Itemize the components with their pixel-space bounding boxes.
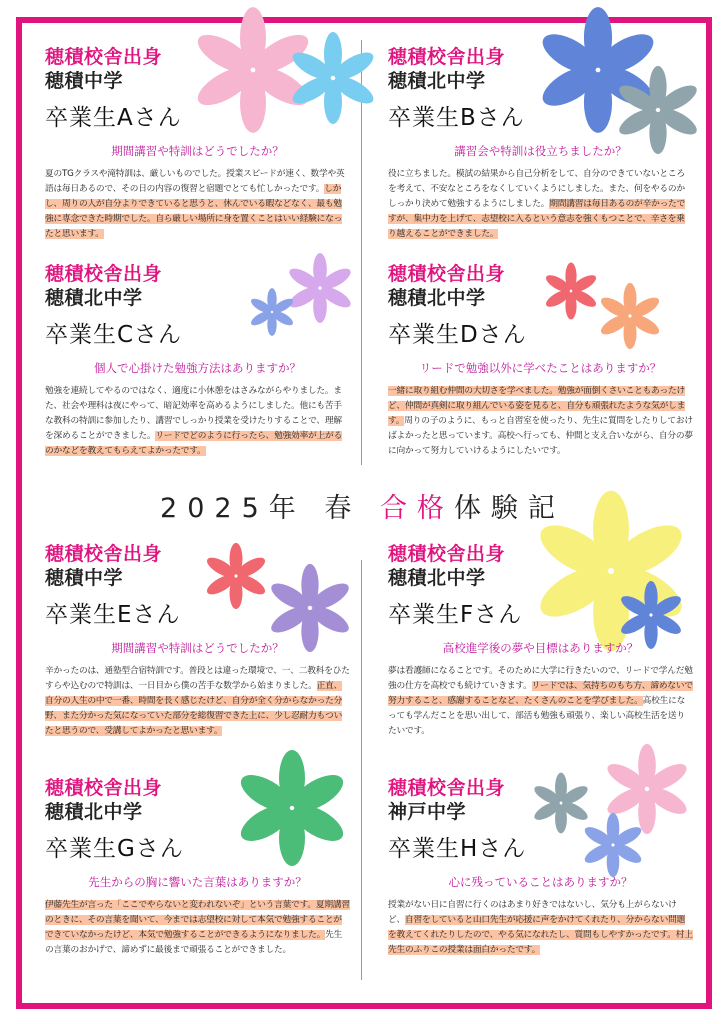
card-question: 個人で心掛けた勉強方法はありますか？ xyxy=(94,361,301,375)
answer-highlight: リードでどのように行ったら、勉強効率が上がるのかなどを教えてもらえてよかったです。 xyxy=(45,431,343,456)
answer-text-tail: 周りの子のように、もっと自習室を使ったり、先生に質問をしたりしておけばよかったと思っています。高校へ行っても、仲間と支え合いながら、自分の夢に向かって努力していけるようにしたいです。 xyxy=(388,416,693,456)
card-origin: 穂積校舎出身 xyxy=(45,46,163,68)
card-answer xyxy=(388,384,693,459)
testimonial-card-e xyxy=(45,542,350,739)
answer-highlight: 一緒に取り組む仲間の大切さを学べました。勉強が面倒くさいこともあったけど、仲間が真剣に取り組んでいる姿を見ると、自分も頑張れたような気がします。 xyxy=(388,386,686,426)
card-origin: 穂積校舎出身 xyxy=(388,543,506,565)
card-question: 心に残っていることはありますか？ xyxy=(448,875,633,889)
card-answer xyxy=(45,898,350,958)
testimonial-card-a xyxy=(45,45,350,242)
card-origin: 穂積校舎出身 xyxy=(388,263,506,285)
card-origin: 穂積校舎出身 xyxy=(388,46,506,68)
card-school: 穂積北中学 xyxy=(388,287,486,309)
card-answer xyxy=(388,167,693,242)
card-answer xyxy=(45,167,350,242)
card-question: 講習会や特訓は役立ちましたか？ xyxy=(454,144,627,158)
card-question: 高校進学後の夢や目標はありますか？ xyxy=(442,641,639,655)
card-school: 神戸中学 xyxy=(388,801,467,823)
card-graduate-name: 卒業生Eさん xyxy=(45,602,181,628)
card-graduate-name: 卒業生Fさん xyxy=(388,602,523,628)
card-school: 穂積北中学 xyxy=(45,287,143,309)
card-origin: 穂積校舎出身 xyxy=(45,543,163,565)
card-question: リードで勉強以外に学べたことはありますか？ xyxy=(419,361,662,375)
card-school: 穂積中学 xyxy=(45,567,124,589)
answer-highlight: しかし、周りの人が自分よりできていると思うと、休んでいる暇などなく、最も勉強に専念できた時期でした。自ら厳しい場所に身を置くことはいい経験になったと思います。 xyxy=(45,184,343,239)
answer-text: 役に立ちました。模試の結果から自己分析をして、自分のできていないところを考えて、不安なところをなくしていくようにしました。また、何をやるのかしっかり決めて勉強するようにしました。 xyxy=(388,169,685,209)
answer-text-tail: 先生の言葉のおかげで、諦めずに最後まで頑張ることができました。 xyxy=(45,930,343,955)
card-graduate-name: 卒業生Gさん xyxy=(45,836,184,862)
answer-highlight: リードでは、気持ちのもち方、諦めないで努力すること、感謝することなど、たくさんのことを学びました。 xyxy=(388,681,693,706)
testimonial-card-d xyxy=(388,262,693,459)
card-origin: 穂積校舎出身 xyxy=(388,777,506,799)
answer-text-tail: 高校生になっても学んだことを思い出して、部活も勉強も頑張り、楽しい高校生活を送りたいです。 xyxy=(388,696,686,736)
testimonial-card-b xyxy=(388,45,693,242)
card-answer xyxy=(45,664,350,739)
card-school: 穂積中学 xyxy=(45,70,124,92)
card-graduate-name: 卒業生Bさん xyxy=(388,105,525,131)
testimonial-card-f xyxy=(388,542,693,739)
card-school: 穂積北中学 xyxy=(45,801,143,823)
answer-text: 辛かったのは、通塾型合宿特訓です。普段とは違った環境で、一、二教科をひたすらや込むので特訓は、一日目から僕の苦手な数学から始まりました。 xyxy=(45,666,350,691)
column-divider-bottom xyxy=(361,560,362,980)
card-origin: 穂積校舎出身 xyxy=(45,777,163,799)
card-question: 先生からの胸に響いた言葉はありますか？ xyxy=(88,875,307,889)
title-pre: 2025年 春 xyxy=(160,493,380,524)
card-answer xyxy=(388,664,693,739)
answer-text: 夏のTGクラスや滝特訓は、厳しいものでした。授業スピードが速く、数学や英語は毎日あるので、その日の内容の復習と宿題でとても忙しかったです。 xyxy=(45,169,345,194)
card-graduate-name: 卒業生Aさん xyxy=(45,105,182,131)
card-graduate-name: 卒業生Cさん xyxy=(45,322,183,348)
card-school: 穂積北中学 xyxy=(388,567,486,589)
card-origin: 穂積校舎出身 xyxy=(45,263,163,285)
answer-highlight: 正直、自分の人生の中で一番、時間を長く感じたけど、自分が全く分からなかった分野、また分かった気になっていた部分を総復習できた上に、少し忍耐力もついたと思うので、受講してよかったと思います。 xyxy=(45,681,343,736)
card-school: 穂積北中学 xyxy=(388,70,486,92)
card-graduate-name: 卒業生Dさん xyxy=(388,322,527,348)
title-post: 体験記 xyxy=(453,493,565,524)
title-accent: 合格 xyxy=(379,493,454,524)
answer-text: 授業がない日に自習に行くのはあまり好きではないし、気分も上がらないけど、 xyxy=(388,900,677,925)
answer-text: 夢は看護師になることです。そのために大学に行きたいので、リードで学んだ勉強の仕方を高校でも続けていきます。 xyxy=(388,666,693,691)
card-answer xyxy=(45,384,350,459)
testimonial-card-c xyxy=(45,262,350,459)
answer-text: 勉強を連続してやるのではなく、適度に小休憩をはさみながらやりました。また、社会や理科は夜にやって、暗記効率を高めるようにしました。他にも苦手な教科の特訓に参加したり、講習でしっかり授業を受けたりすることで、理解を深めることができました。 xyxy=(45,386,342,441)
answer-highlight: 期間講習は毎日あるのが辛かったですが、集中力を上げて、志望校に入るという意志を強くもつことで、辛さを乗り越えることができました。 xyxy=(388,199,686,239)
answer-highlight: 自習をしていると山口先生が応援に声をかけてくれたり、分からない問題を教えてくれたりしたので、やる気になれたし、質問もしやすかったです。村上先生のふりこの授業は面白かったです。 xyxy=(388,915,693,955)
card-graduate-name: 卒業生Hさん xyxy=(388,836,527,862)
card-answer xyxy=(388,898,693,958)
card-question: 期間講習や特訓はどうでしたか？ xyxy=(111,641,284,655)
card-question: 期間講習や特訓はどうでしたか？ xyxy=(111,144,284,158)
answer-highlight: 伊藤先生が言った「ここでやらないと変われないぞ」という言葉です。夏期講習のときに、その言葉を聞いて、今までは志望校に対して本気で勉強することができていなかったけど、本気で勉強することができるようになりました。 xyxy=(45,900,350,940)
